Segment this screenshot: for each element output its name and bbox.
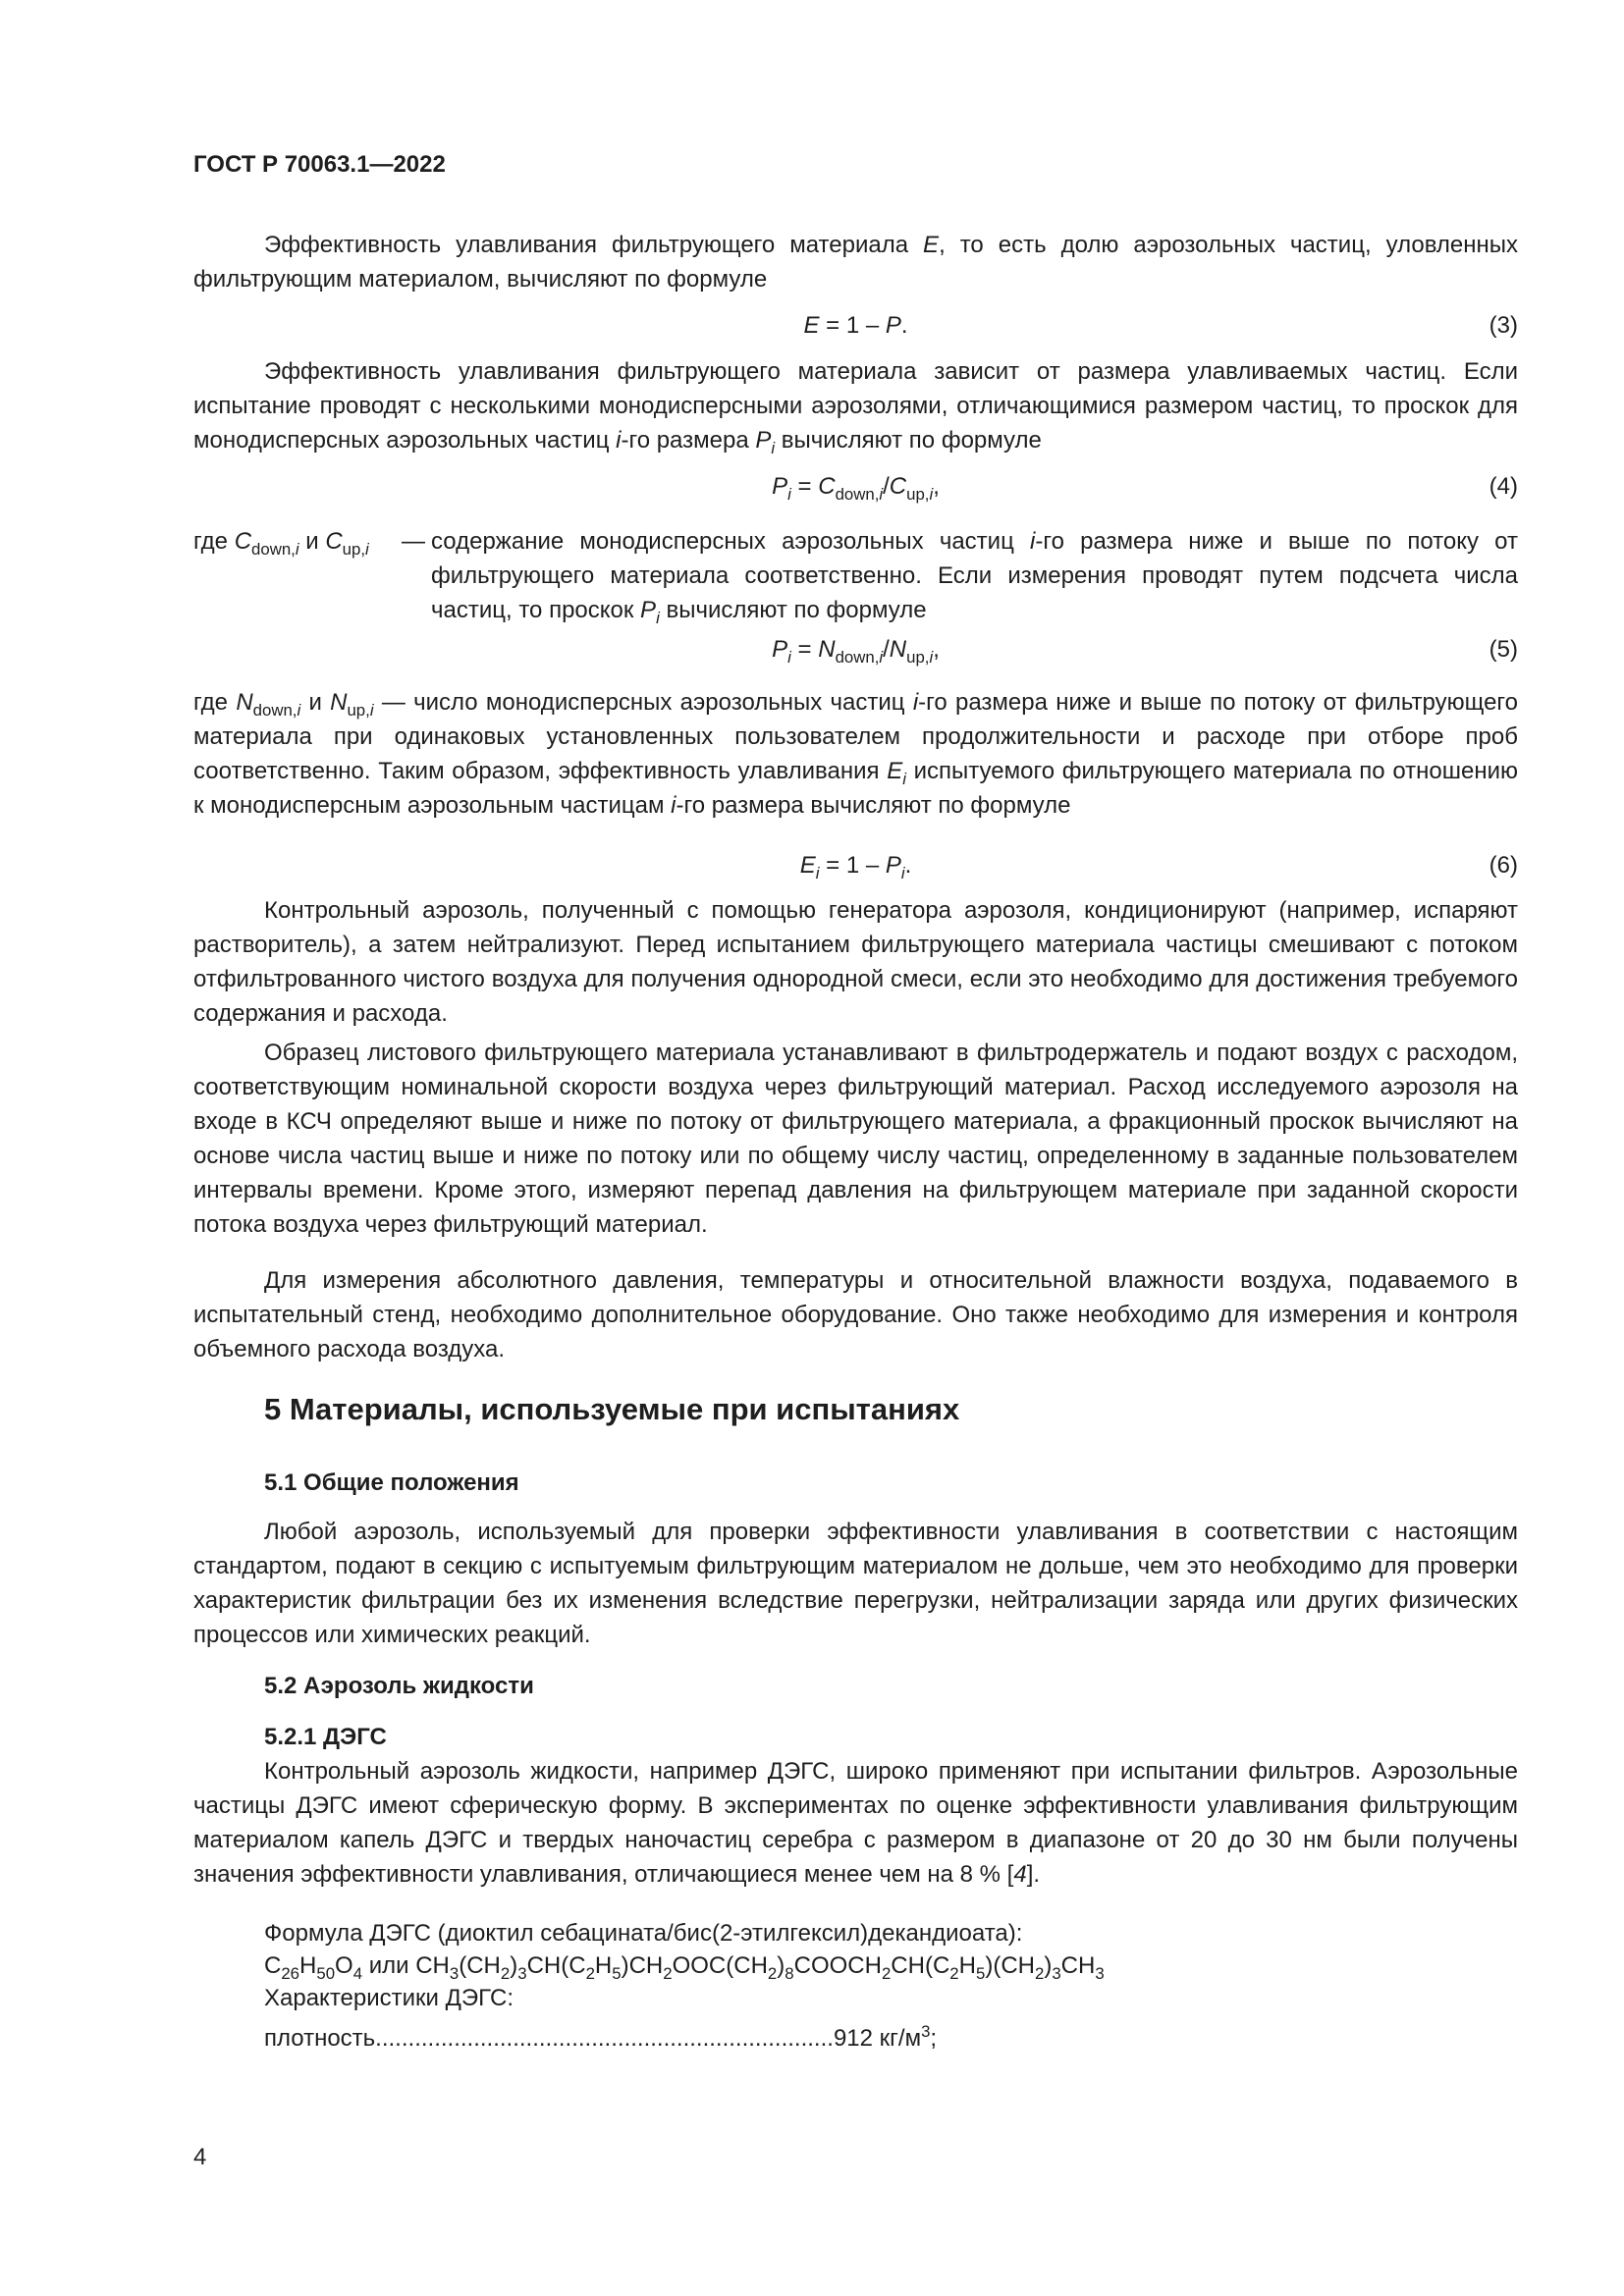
paragraph-degs: Контрольный аэрозоль жидкости, например ДЭГС, широко применяют при испытании фильтров. Аэрозольные частицы ДЭГС имеют сферическую форму. В экспериментах по оценке эффективности улавливания фильтрующим материалом капель ДЭГС и твердых наночастиц серебра с размером в диапазоне от 20 до 30 нм были получены значения эффективности улавливания, отличающиеся менее чем на 8 % [4]. — [193, 1758, 1518, 1888]
equation-6 — [193, 849, 1518, 882]
equation-formula: $P_i = N_{down,i}/N_{up,i}$, — [772, 636, 940, 667]
where-label: где $C_{down,i}$ и $C_{up,i}$ — [193, 528, 369, 559]
where-clause-count: где $N_{down,i}$ и $N_{up,i}$ — число монодисперсных аэрозольных частиц i-го размера ниже и выше по потоку от фильтрующего материала при одинаковых установленных пользователем продолжительности и расходе при отборе проб соответственно. Таким образом, эффективность улавливания $E_i$ испытуемого фильтрующего материала по отношению к монодисперсным аэрозольным частицам i-го размера вычисляют по формуле — [193, 689, 1518, 819]
equation-number: (5) — [1489, 636, 1518, 663]
equation-4 — [193, 470, 1518, 504]
subsection-heading-5-2: 5.2 Аэрозоль жидкости — [264, 1673, 534, 1699]
equation-number: (6) — [1489, 852, 1518, 879]
properties-label: Характеристики ДЭГС: — [264, 1985, 514, 2011]
paragraph-size-dependence: Эффективность улавливания фильтрующего материала зависит от размера улавливаемых частиц. Если испытание проводят с несколькими монодисперсными аэрозолями, отличающимися размером частиц, то проскок для монодисперсных аэрозольных частиц i-го размера $P_i$ вычисляют по формуле — [193, 358, 1518, 457]
chemical-formula: $C_{26}H_{50}O_4$ или $CH_3(CH_2)_3CH(C_2H_5)CH_2OOC(CH_2)_8COOCH_2CH(C_2H_5)(CH_2)_3CH_3$ — [264, 1952, 1105, 1983]
page-number: 4 — [193, 2144, 207, 2170]
paragraph-additional-equipment: Для измерения абсолютного давления, температуры и относительной влажности воздуха, подаваемого в испытательный стенд, необходимо дополнительное оборудование. Оно также необходимо для измерения и контроля объемного расхода воздуха. — [193, 1267, 1518, 1362]
paragraph-sample-mounting: Образец листового фильтрующего материала устанавливают в фильтродержатель и подают воздух с расходом, соответствующим номинальной скорости воздуха через фильтрующий материал. Расход исследуемого аэрозоля на входе в КСЧ определяют выше и ниже по потоку от фильтрующего материала, а фракционный проскок вычисляют на основе числа частиц выше и ниже по потоку или по общему числу частиц, определенному в заданные пользователем интервалы времени. Кроме этого, измеряют перепад давления на фильтрующем материале при заданной скорости потока воздуха через фильтрующий материал. — [193, 1040, 1518, 1238]
where-text: — содержание монодисперсных аэрозольных частиц i-го размера ниже и выше по потоку от фильтрующего материала соответственно. Если измерения проводят путем подсчета числа частиц, то проскок $P_i$ вычисляют по формуле — [402, 528, 1518, 627]
paragraph-efficiency: Эффективность улавливания фильтрующего материала Е, то есть долю аэрозольных частиц, уловленных фильтрующим материалом, вычисляют по формуле — [193, 232, 1518, 293]
equation-number: (4) — [1489, 473, 1518, 500]
equation-3 — [193, 309, 1518, 343]
equation-formula: $E_i = 1 - P_i$. — [799, 852, 912, 882]
equation-formula: E = 1 – P. — [803, 312, 908, 339]
subsection-heading-5-1: 5.1 Общие положения — [264, 1469, 519, 1496]
equation-formula: $P_i = C_{down,i}/C_{up,i}$, — [772, 473, 940, 504]
document-header: ГОСТ Р 70063.1—2022 — [193, 151, 446, 178]
equation-5 — [193, 633, 1518, 667]
formula-label: Формула ДЭГС (диоктил себацината/бис(2-этилгексил)декандиоата): — [264, 1920, 1023, 1947]
where-clause-concentration — [193, 524, 1518, 632]
density-line: плотность......................................................................912 $кг/м^3$; — [264, 2022, 938, 2052]
equation-number: (3) — [1489, 312, 1518, 339]
paragraph-control-aerosol: Контрольный аэрозоль, полученный с помощью генератора аэрозоля, кондиционируют (например, испаряют растворитель), а затем нейтрализуют. Перед испытанием фильтрующего материала частицы смешивают с потоком отфильтрованного чистого воздуха для получения однородной смеси, если это необходимо для достижения требуемого содержания и расхода. — [193, 897, 1518, 1027]
subsection-heading-5-2-1: 5.2.1 ДЭГС — [264, 1724, 387, 1750]
paragraph-general-provisions: Любой аэрозоль, используемый для проверки эффективности улавливания в соответствии с настоящим стандартом, подают в секцию с испытуемым фильтрующим материалом не дольше, чем это необходимо для проверки характеристик фильтрации без их изменения вследствие перегрузки, нейтрализации заряда или других физических процессов или химических реакций. — [193, 1519, 1518, 1648]
section-heading-5: 5 Материалы, используемые при испытаниях — [264, 1392, 960, 1426]
